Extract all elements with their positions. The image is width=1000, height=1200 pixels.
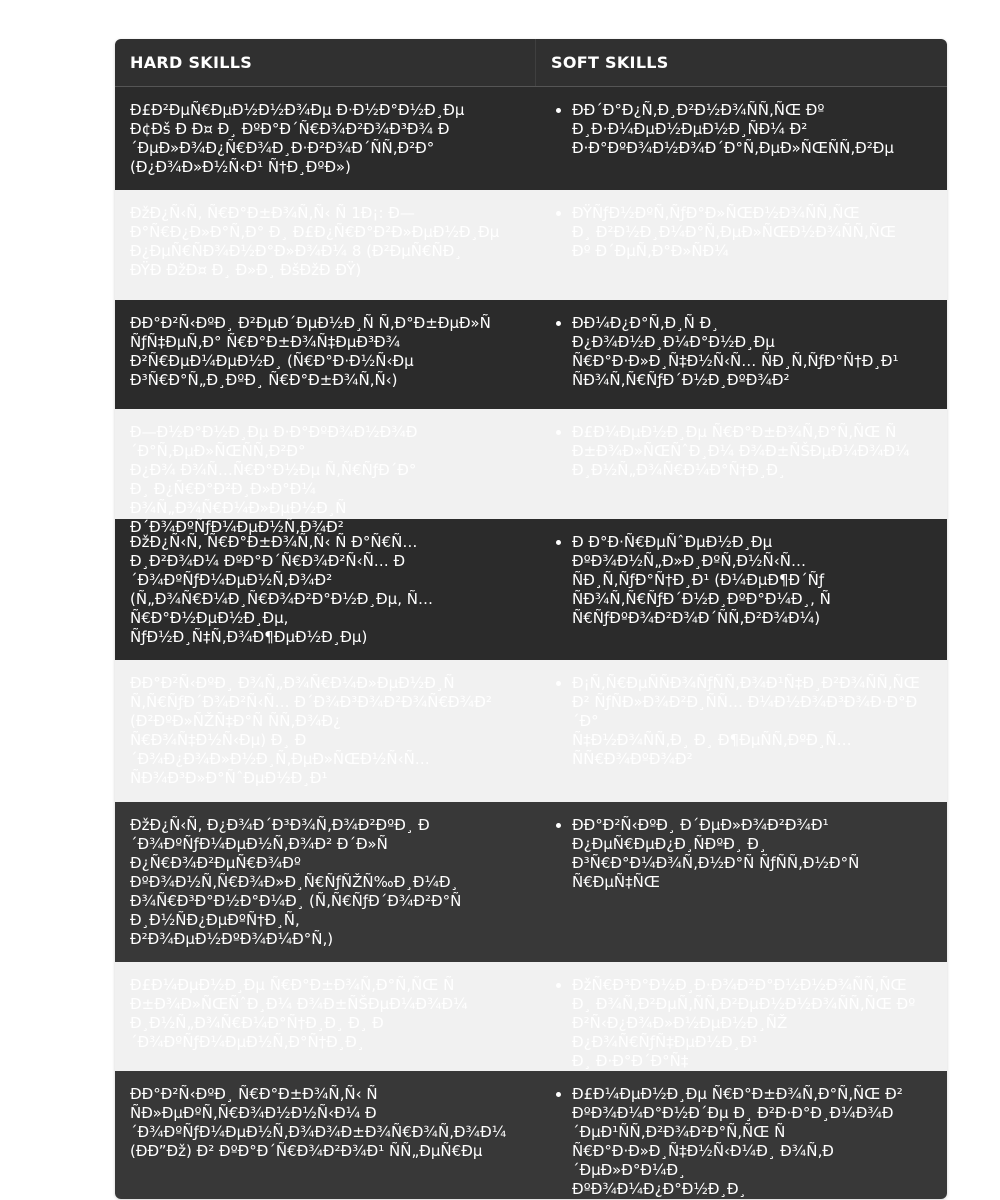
soft-skill-cell xyxy=(536,519,947,660)
soft-skill-cell xyxy=(536,962,947,1071)
table-row xyxy=(115,409,947,536)
soft-skill-cell xyxy=(536,1071,947,1199)
soft-skill-item: • ÐÐ¼Ð¿Ð°Ñ‚Ð¸Ñ Ð¸ Ð¿Ð¾Ð½Ð¸Ð¼Ð°Ð½Ð¸Ðµ Ñ€Ð°Ð·Ð»Ð¸Ñ‡Ð½Ñ‹Ñ… ÑÐ¸Ñ‚ÑƒÐ°Ñ†Ð¸Ð¹ ÑÐ¾Ñ‚Ñ€ÑƒÐ´Ð½Ð¸ÐºÐ¾Ð² xyxy=(572,314,933,390)
soft-skill-item: • Ð£Ð¼ÐµÐ½Ð¸Ðµ Ñ€Ð°Ð±Ð¾Ñ‚Ð°Ñ‚ÑŒ Ñ Ð±Ð¾Ð»ÑŒÑˆÐ¸Ð¼ Ð¾Ð±ÑŠÐµÐ¼Ð¾Ð¼ Ð¸Ð½Ñ„Ð¾Ñ€Ð¼Ð°Ñ†Ð¸Ð¸ xyxy=(572,423,933,480)
soft-skill-cell xyxy=(536,660,947,802)
soft-skill-item: • ÐžÑ€Ð³Ð°Ð½Ð¸Ð·Ð¾Ð²Ð°Ð½Ð½Ð¾ÑÑ‚ÑŒ Ð¸ Ð¾Ñ‚Ð²ÐµÑ‚ÑÑ‚Ð²ÐµÐ½Ð½Ð¾ÑÑ‚ÑŒ Ðº Ð²Ñ‹Ð¿Ð¾Ð»Ð½ÐµÐ½Ð¸ÑŽ Ð¿Ð¾Ñ€ÑƒÑ‡ÐµÐ½Ð¸Ð¹ Ð¸ Ð·Ð°Ð´Ð°Ñ‡ xyxy=(572,976,933,1071)
soft-skill-item: • ÐÐ´Ð°Ð¿Ñ‚Ð¸Ð²Ð½Ð¾ÑÑ‚ÑŒ Ðº Ð¸Ð·Ð¼ÐµÐ½ÐµÐ½Ð¸ÑÐ¼ Ð² Ð·Ð°ÐºÐ¾Ð½Ð¾Ð´Ð°Ñ‚ÐµÐ»ÑŒÑÑ‚Ð²Ðµ xyxy=(572,101,933,158)
table-row xyxy=(115,802,947,962)
hard-skill-cell: ÐžÐ¿Ñ‹Ñ‚ Ñ€Ð°Ð±Ð¾Ñ‚Ñ‹ Ñ 1Ð¡: Ð— Ð°Ñ€Ð¿Ð»Ð°Ñ‚Ð° Ð¸ Ð£Ð¿Ñ€Ð°Ð²Ð»ÐµÐ½Ð¸Ðµ Ð¿ÐµÑ€ÑÐ¾Ð½Ð°Ð»Ð¾Ð¼ 8 (Ð²ÐµÑ€ÑÐ¸ ÐŸÐ ÐžÐ¤ Ð¸ Ð»Ð¸ ÐšÐžÐ ÐŸ) xyxy=(130,204,500,279)
hard-skill-cell: Ð£Ð²ÐµÑ€ÐµÐ½Ð½Ð¾Ðµ Ð·Ð½Ð°Ð½Ð¸Ðµ Ð¢Ðš Ð Ð¤ Ð¸ ÐºÐ°Ð´Ñ€Ð¾Ð²Ð¾Ð³Ð¾ Ð ´ÐµÐ»Ð¾Ð¿Ñ€Ð¾Ð¸Ð·Ð²Ð¾Ð´ÑÑ‚Ð²Ð° (Ð¿Ð¾Ð»Ð½Ñ‹Ð¹ Ñ†Ð¸ÐºÐ») xyxy=(130,101,465,176)
soft-skill-cell xyxy=(536,300,947,409)
table-row xyxy=(115,190,947,300)
hard-skill-cell: ÐÐ°Ð²Ñ‹ÐºÐ¸ Ñ€Ð°Ð±Ð¾Ñ‚Ñ‹ Ñ ÑÐ»ÐµÐºÑ‚Ñ€Ð¾Ð½Ð½Ñ‹Ð¼ Ð ´Ð¾ÐºÑƒÐ¼ÐµÐ½Ñ‚Ð¾Ð¾Ð±Ð¾Ñ€Ð¾Ñ‚Ð¾Ð¼ (ÐÐ”Ðž) Ð² ÐºÐ°Ð´Ñ€Ð¾Ð²Ð¾Ð¹ ÑÑ„ÐµÑ€Ðµ xyxy=(130,1085,507,1160)
skills-table xyxy=(115,39,947,1199)
soft-skill-item: • ÐÐ°Ð²Ñ‹ÐºÐ¸ Ð´ÐµÐ»Ð¾Ð²Ð¾Ð¹ Ð¿ÐµÑ€ÐµÐ¿Ð¸ÑÐºÐ¸ Ð¸ Ð³Ñ€Ð°Ð¼Ð¾Ñ‚Ð½Ð°Ñ ÑƒÑÑ‚Ð½Ð°Ñ Ñ€ÐµÑ‡ÑŒ xyxy=(572,816,933,892)
soft-skill-item: • Ð Ð°Ð·Ñ€ÐµÑˆÐµÐ½Ð¸Ðµ ÐºÐ¾Ð½Ñ„Ð»Ð¸ÐºÑ‚Ð½Ñ‹Ñ… ÑÐ¸Ñ‚ÑƒÐ°Ñ†Ð¸Ð¹ (Ð¼ÐµÐ¶Ð´Ñƒ ÑÐ¾Ñ‚Ñ€ÑƒÐ´Ð½Ð¸ÐºÐ°Ð¼Ð¸, Ñ Ñ€ÑƒÐºÐ¾Ð²Ð¾Ð´ÑÑ‚Ð²Ð¾Ð¼) xyxy=(572,533,933,628)
hard-skill-cell: Ð£Ð¼ÐµÐ½Ð¸Ðµ Ñ€Ð°Ð±Ð¾Ñ‚Ð°Ñ‚ÑŒ Ñ Ð±Ð¾Ð»ÑŒÑˆÐ¸Ð¼ Ð¾Ð±ÑŠÐµÐ¼Ð¾Ð¼ Ð¸Ð½Ñ„Ð¾Ñ€Ð¼Ð°Ñ†Ð¸Ð¸ Ð¸ Ð ´Ð¾ÐºÑƒÐ¼ÐµÐ½Ñ‚Ð°Ñ†Ð¸Ð¸ xyxy=(130,976,468,1051)
table-row xyxy=(115,300,947,409)
table-header xyxy=(115,39,947,87)
table-row xyxy=(115,519,947,660)
hard-skill-cell: Ð—Ð½Ð°Ð½Ð¸Ðµ Ð·Ð°ÐºÐ¾Ð½Ð¾Ð´Ð°Ñ‚ÐµÐ»ÑŒÑÑ‚Ð²Ð° Ð¿Ð¾ Ð¾Ñ…Ñ€Ð°Ð½Ðµ Ñ‚Ñ€ÑƒÐ´Ð° Ð¸ Ð¿Ñ€Ð°Ð²Ð¸Ð»Ð°Ð¼ Ð¾Ñ„Ð¾Ñ€Ð¼Ð»ÐµÐ½Ð¸Ñ Ð´Ð¾ÐºÑƒÐ¼ÐµÐ½Ñ‚Ð¾Ð² xyxy=(130,423,418,536)
hard-skill-cell: ÐžÐ¿Ñ‹Ñ‚ Ñ€Ð°Ð±Ð¾Ñ‚Ñ‹ Ñ Ð°Ñ€Ñ… Ð¸Ð²Ð¾Ð¼ ÐºÐ°Ð´Ñ€Ð¾Ð²Ñ‹Ñ… Ð ´Ð¾ÐºÑƒÐ¼ÐµÐ½Ñ‚Ð¾Ð² (Ñ„Ð¾Ñ€Ð¼Ð¸Ñ€Ð¾Ð²Ð°Ð½Ð¸Ðµ, Ñ… Ñ€Ð°Ð½ÐµÐ½Ð¸Ðµ, ÑƒÐ½Ð¸Ñ‡Ñ‚Ð¾Ð¶ÐµÐ½Ð¸Ðµ) xyxy=(130,533,433,646)
table-row xyxy=(115,660,947,802)
soft-skills-header: SOFT SKILLS xyxy=(551,53,669,72)
hard-skill-cell: ÐÐ°Ð²Ñ‹ÐºÐ¸ Ð¾Ñ„Ð¾Ñ€Ð¼Ð»ÐµÐ½Ð¸Ñ Ñ‚Ñ€ÑƒÐ´Ð¾Ð²Ñ‹Ñ… Ð´Ð¾Ð³Ð¾Ð²Ð¾Ñ€Ð¾Ð² (Ð²ÐºÐ»ÑŽÑ‡Ð°Ñ ÑÑ‚Ð¾Ð¿ Ñ€Ð¾Ñ‡Ð½Ñ‹Ðµ) Ð¸ Ð´Ð¾Ð¿Ð¾Ð»Ð½Ð¸Ñ‚ÐµÐ»ÑŒÐ½Ñ‹Ñ… ÑÐ¾Ð³Ð»Ð°ÑˆÐµÐ½Ð¸Ð¹ xyxy=(130,674,492,787)
hard-skill-cell: ÐžÐ¿Ñ‹Ñ‚ Ð¿Ð¾Ð´Ð³Ð¾Ñ‚Ð¾Ð²ÐºÐ¸ Ð ´Ð¾ÐºÑƒÐ¼ÐµÐ½Ñ‚Ð¾Ð² Ð´Ð»Ñ Ð¿Ñ€Ð¾Ð²ÐµÑ€Ð¾Ðº ÐºÐ¾Ð½Ñ‚Ñ€Ð¾Ð»Ð¸Ñ€ÑƒÑŽÑ‰Ð¸Ð¼Ð¸ Ð¾Ñ€Ð³Ð°Ð½Ð°Ð¼Ð¸ (Ñ‚Ñ€ÑƒÐ´Ð¾Ð²Ð°Ñ Ð¸Ð½ÑÐ¿ÐµÐºÑ†Ð¸Ñ, Ð²Ð¾ÐµÐ½ÐºÐ¾Ð¼Ð°Ñ‚) xyxy=(130,816,462,948)
soft-skill-cell xyxy=(536,409,947,519)
table-row xyxy=(115,1071,947,1199)
hard-skill-cell: ÐÐ°Ð²Ñ‹ÐºÐ¸ Ð²ÐµÐ´ÐµÐ½Ð¸Ñ Ñ‚Ð°Ð±ÐµÐ»Ñ ÑƒÑ‡ÐµÑ‚Ð° Ñ€Ð°Ð±Ð¾Ñ‡ÐµÐ³Ð¾ Ð²Ñ€ÐµÐ¼ÐµÐ½Ð¸ (Ñ€Ð°Ð·Ð½Ñ‹Ðµ Ð³Ñ€Ð°Ñ„Ð¸ÐºÐ¸ Ñ€Ð°Ð±Ð¾Ñ‚Ñ‹) xyxy=(130,314,491,389)
soft-skill-cell xyxy=(536,802,947,962)
table-row xyxy=(115,87,947,190)
hard-skills-header: HARD SKILLS xyxy=(115,39,536,86)
table-row xyxy=(115,962,947,1071)
soft-skill-item: • ÐŸÑƒÐ½ÐºÑ‚ÑƒÐ°Ð»ÑŒÐ½Ð¾ÑÑ‚ÑŒ Ð¸ Ð²Ð½Ð¸Ð¼Ð°Ñ‚ÐµÐ»ÑŒÐ½Ð¾ÑÑ‚ÑŒ Ðº Ð´ÐµÑ‚Ð°Ð»ÑÐ¼ xyxy=(572,204,933,261)
soft-skill-cell xyxy=(536,190,947,300)
soft-skill-cell xyxy=(536,87,947,190)
soft-skill-item: • Ð¡Ñ‚Ñ€ÐµÑÑÐ¾ÑƒÑÑ‚Ð¾Ð¹Ñ‡Ð¸Ð²Ð¾ÑÑ‚ÑŒ Ð² ÑƒÑÐ»Ð¾Ð²Ð¸ÑÑ… Ð¼Ð½Ð¾Ð³Ð¾Ð·Ð°Ð´Ð° Ñ‡Ð½Ð¾ÑÑ‚Ð¸ Ð¸ Ð¶ÐµÑÑ‚ÐºÐ¸Ñ… ÑÑ€Ð¾ÐºÐ¾Ð² xyxy=(572,674,933,769)
soft-skill-item: • Ð£Ð¼ÐµÐ½Ð¸Ðµ Ñ€Ð°Ð±Ð¾Ñ‚Ð°Ñ‚ÑŒ Ð² ÐºÐ¾Ð¼Ð°Ð½Ð´Ðµ Ð¸ Ð²Ð·Ð°Ð¸Ð¼Ð¾Ð ´ÐµÐ¹ÑÑ‚Ð²Ð¾Ð²Ð°Ñ‚ÑŒ Ñ Ñ€Ð°Ð·Ð»Ð¸Ñ‡Ð½Ñ‹Ð¼Ð¸ Ð¾Ñ‚Ð´ÐµÐ»Ð°Ð¼Ð¸ ÐºÐ¾Ð¼Ð¿Ð°Ð½Ð¸Ð¸ xyxy=(572,1085,933,1199)
